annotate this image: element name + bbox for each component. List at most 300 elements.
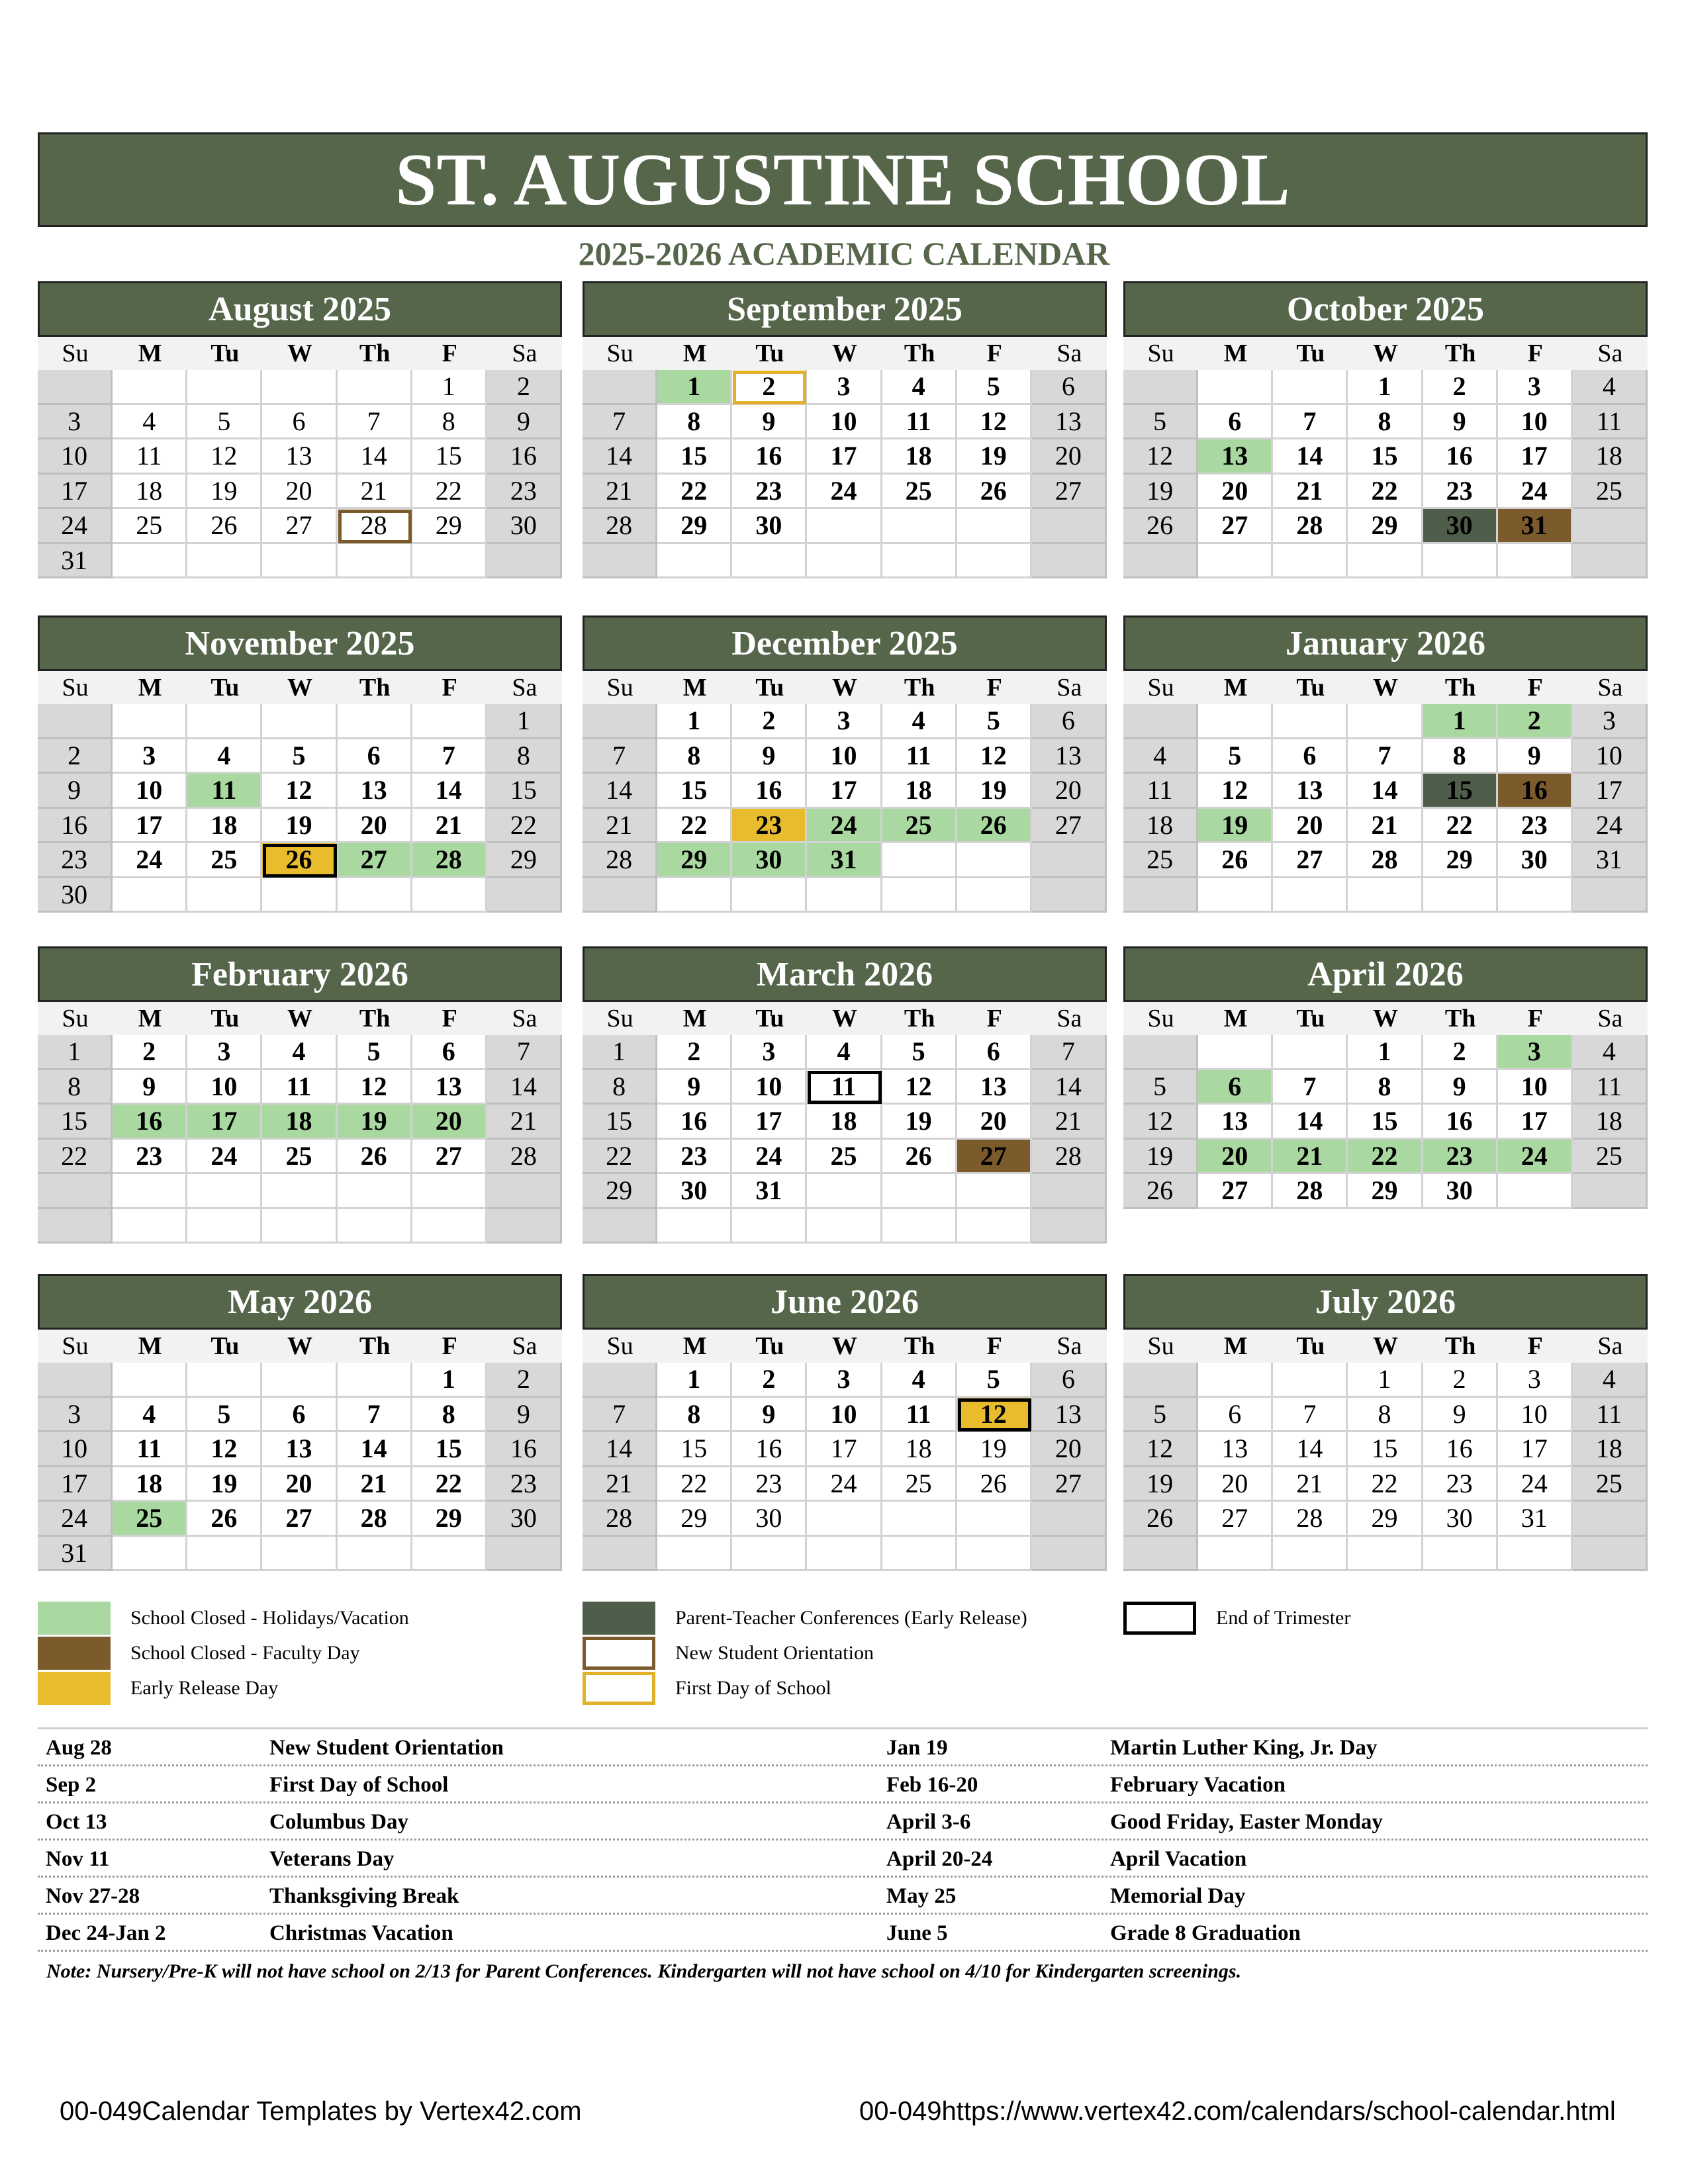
day-cell: 20 [957,1105,1032,1140]
day-cell: 3 [113,739,187,774]
day-cell: 8 [657,1398,732,1433]
empty-cell [1032,878,1107,913]
day-cell: 21 [1032,1105,1107,1140]
day-cell: 7 [1273,405,1348,440]
day-cell: 18 [882,439,957,475]
day-cell: 28 [1273,1502,1348,1537]
calendar-subtitle: 2025-2026 ACADEMIC CALENDAR [578,235,1110,272]
empty-cell [957,1174,1032,1209]
weekday-label: F [442,340,457,367]
day-cell: 13 [1198,1432,1273,1467]
day-cell: 28 [1273,509,1348,544]
event-name: First Day of School [269,1773,449,1797]
month-title: July 2026 [1123,1274,1648,1330]
day-cell: 3 [1498,370,1573,405]
day-cell: 23 [732,1467,807,1502]
day-cell: 26 [338,1140,412,1175]
day-cell: 31 [1573,843,1648,878]
empty-cell [113,1537,187,1572]
day-cell: 13 [262,1432,337,1467]
legend-item [38,1637,360,1670]
day-cell: 11 [262,1070,337,1105]
day-cell: 15 [1348,1432,1423,1467]
day-cell: 6 [1032,1363,1107,1398]
footer-left: 00-049Calendar Templates by Vertex42.com [60,2097,582,2126]
day-cell: 3 [807,1363,882,1398]
day-cell: 26 [1123,1502,1198,1537]
day-cell: 7 [1273,1398,1348,1433]
weekday-label: Th [904,1332,935,1360]
event-date: Sep 2 [46,1773,97,1797]
day-cell: 21 [338,475,412,510]
empty-cell [1348,544,1423,579]
day-cell: 9 [732,1398,807,1433]
month-title: December 2025 [583,615,1107,671]
day-cell: 28 [1348,843,1423,878]
day-cell: 12 [1123,439,1198,475]
day-cell: 30 [1423,1502,1498,1537]
day-cell: 18 [1123,809,1198,844]
day-cell: 13 [338,774,412,809]
day-cell: 5 [957,704,1032,739]
legend-label: New Student Orientation [675,1642,874,1664]
day-cell: 9 [1423,1070,1498,1105]
day-cell: 22 [38,1140,113,1175]
month-calendar [583,1274,1107,1571]
empty-cell [262,878,337,913]
day-cell: 13 [1032,1398,1107,1433]
weekday-label: M [1223,1332,1248,1360]
empty-cell [1348,878,1423,913]
day-cell: 5 [338,1035,412,1070]
day-cell: 16 [38,809,113,844]
weekday-label: F [986,1332,1002,1360]
empty-cell [1273,704,1348,739]
day-cell: 2 [1423,1363,1498,1398]
empty-cell [583,704,657,739]
day-cell: 6 [1198,1398,1273,1433]
day-cell: 4 [882,704,957,739]
day-cell: 21 [1273,1467,1348,1502]
weekday-label: Su [1147,674,1174,702]
day-cell: 11 [807,1070,882,1105]
day-cell: 21 [583,475,657,510]
legend-swatch [1123,1602,1196,1635]
day-cell: 13 [1198,439,1273,475]
weekday-label: Su [606,674,633,702]
day-cell: 30 [38,878,113,913]
empty-cell [583,1363,657,1398]
day-cell: 5 [187,1398,262,1433]
empty-cell [1032,1537,1107,1572]
day-cell: 27 [262,1502,337,1537]
weekday-label: Tu [755,1005,784,1032]
day-cell: 15 [487,774,562,809]
day-grid [1123,370,1648,578]
day-cell: 10 [113,774,187,809]
day-cell: 9 [1423,1398,1498,1433]
empty-cell [187,1363,262,1398]
day-cell: 31 [732,1174,807,1209]
day-cell: 8 [412,1398,487,1433]
empty-cell [262,370,337,405]
empty-cell [338,1537,412,1572]
weekday-label: Th [1444,1005,1476,1032]
day-cell: 16 [732,1432,807,1467]
weekday-label: Tu [1296,674,1325,702]
day-cell: 29 [657,843,732,878]
weekday-label: M [138,674,162,702]
legend-label: Early Release Day [130,1677,279,1699]
event-name: Christmas Vacation [269,1921,453,1945]
day-cell: 20 [412,1105,487,1140]
event-row [38,1766,1648,1803]
day-cell: 18 [113,475,187,510]
empty-cell [113,878,187,913]
legend-swatch [583,1637,655,1670]
day-cell: 25 [1573,1140,1648,1175]
day-cell: 12 [957,405,1032,440]
day-cell: 27 [1198,1502,1273,1537]
event-name: Memorial Day [1110,1884,1246,1908]
weekday-label: Su [62,674,89,702]
day-cell: 19 [1123,475,1198,510]
day-cell: 2 [732,704,807,739]
day-cell: 9 [38,774,113,809]
event-date: Dec 24-Jan 2 [46,1921,166,1945]
empty-cell [1198,878,1273,913]
legend-swatch [583,1672,655,1705]
day-cell: 10 [807,739,882,774]
weekday-label: F [1527,674,1543,702]
day-cell: 25 [113,1502,187,1537]
day-cell: 19 [187,1467,262,1502]
day-cell: 12 [187,439,262,475]
day-cell: 21 [1348,809,1423,844]
empty-cell [113,370,187,405]
empty-cell [262,544,337,579]
empty-cell [113,704,187,739]
day-cell: 3 [1498,1035,1573,1070]
day-cell: 27 [262,509,337,544]
event-name: Martin Luther King, Jr. Day [1110,1736,1378,1760]
day-cell: 7 [1273,1070,1348,1105]
day-cell: 23 [1423,475,1498,510]
day-cell: 5 [957,370,1032,405]
event-date: Nov 27-28 [46,1884,140,1908]
day-cell: 1 [657,704,732,739]
empty-cell [1273,1537,1348,1572]
empty-cell [1123,1537,1198,1572]
day-cell: 2 [1498,704,1573,739]
event-name: Good Friday, Easter Monday [1110,1810,1383,1834]
day-cell: 23 [732,475,807,510]
day-cell: 17 [1573,774,1648,809]
day-cell: 17 [732,1105,807,1140]
day-cell: 31 [1498,509,1573,544]
event-name: Veterans Day [269,1847,395,1871]
day-cell: 24 [1573,809,1648,844]
legend-label: End of Trimester [1216,1607,1351,1629]
empty-cell [412,544,487,579]
day-cell: 25 [882,475,957,510]
day-cell: 15 [657,1432,732,1467]
day-cell: 17 [38,475,113,510]
empty-cell [1498,1537,1573,1572]
empty-cell [882,1174,957,1209]
empty-cell [882,843,957,878]
weekday-label: Su [1147,340,1174,367]
empty-cell [657,1209,732,1244]
day-cell: 12 [338,1070,412,1105]
legend-item [1123,1602,1350,1635]
day-cell: 16 [1423,439,1498,475]
weekday-label: M [682,1332,707,1360]
event-name: February Vacation [1110,1773,1286,1797]
day-cell: 27 [1273,843,1348,878]
day-cell: 20 [338,809,412,844]
day-cell: 10 [1498,1070,1573,1105]
weekday-label: F [1527,1005,1543,1032]
weekday-label: F [986,340,1002,367]
day-cell: 28 [1273,1174,1348,1209]
legend-label: First Day of School [675,1677,831,1699]
day-cell: 2 [487,1363,562,1398]
day-cell: 25 [1573,475,1648,510]
day-cell: 11 [1573,405,1648,440]
empty-cell [338,878,412,913]
day-cell: 27 [1032,809,1107,844]
empty-cell [957,1209,1032,1244]
day-cell: 21 [487,1105,562,1140]
empty-cell [113,1209,187,1244]
empty-cell [262,1209,337,1244]
day-cell: 3 [38,405,113,440]
day-cell: 3 [187,1035,262,1070]
day-cell: 1 [487,704,562,739]
event-name: Thanksgiving Break [269,1884,459,1908]
empty-cell [1032,509,1107,544]
day-cell: 23 [1423,1467,1498,1502]
day-cell: 14 [1273,1105,1348,1140]
empty-cell [187,878,262,913]
day-cell: 24 [807,809,882,844]
empty-cell [957,1502,1032,1537]
day-cell: 2 [1423,1035,1498,1070]
empty-cell [38,1209,113,1244]
day-cell: 17 [807,1432,882,1467]
empty-cell [412,1174,487,1209]
day-cell: 11 [882,739,957,774]
day-cell: 29 [412,509,487,544]
day-cell: 29 [412,1502,487,1537]
day-cell: 14 [583,774,657,809]
weekday-label: W [287,674,312,702]
weekday-label: F [442,1332,457,1360]
day-cell: 17 [807,774,882,809]
day-cell: 14 [583,439,657,475]
empty-cell [1423,544,1498,579]
weekday-header [38,671,562,704]
day-cell: 14 [1273,1432,1348,1467]
day-cell: 13 [412,1070,487,1105]
day-cell: 20 [1198,1467,1273,1502]
empty-cell [338,704,412,739]
event-row [38,1878,1648,1915]
weekday-label: Tu [755,1332,784,1360]
day-cell: 6 [338,739,412,774]
empty-cell [1032,843,1107,878]
day-cell: 14 [583,1432,657,1467]
weekday-header [38,1330,562,1363]
weekday-label: Tu [1296,340,1325,367]
month-calendar [583,281,1107,578]
day-cell: 27 [957,1140,1032,1175]
day-cell: 24 [38,1502,113,1537]
month-calendar [1123,946,1648,1209]
day-cell: 8 [1348,405,1423,440]
empty-cell [412,1537,487,1572]
day-cell: 1 [1348,1363,1423,1398]
day-cell: 12 [957,739,1032,774]
weekday-label: Tu [211,340,240,367]
empty-cell [1573,1174,1648,1209]
empty-cell [338,544,412,579]
day-cell: 8 [412,405,487,440]
day-cell: 17 [38,1467,113,1502]
day-cell: 20 [262,1467,337,1502]
day-cell: 4 [113,405,187,440]
legend-item [583,1672,831,1705]
day-cell: 9 [1423,405,1498,440]
weekday-label: Th [359,1005,391,1032]
day-cell: 20 [1032,1432,1107,1467]
day-cell: 27 [412,1140,487,1175]
weekday-label: M [682,1005,707,1032]
day-cell: 11 [1123,774,1198,809]
event-row [38,1841,1648,1878]
empty-cell [1273,544,1348,579]
empty-cell [1498,1174,1573,1209]
empty-cell [657,1537,732,1572]
weekday-label: Th [1444,674,1476,702]
empty-cell [1573,878,1648,913]
empty-cell [583,1209,657,1244]
day-cell: 5 [187,405,262,440]
day-cell: 18 [1573,1432,1648,1467]
day-grid [1123,1035,1648,1209]
weekday-label: F [442,674,457,702]
empty-cell [187,704,262,739]
empty-cell [187,1209,262,1244]
day-cell: 17 [1498,1105,1573,1140]
day-cell: 20 [1032,439,1107,475]
day-cell: 28 [1032,1140,1107,1175]
day-cell: 4 [187,739,262,774]
day-grid [38,1363,562,1571]
day-cell: 1 [657,1363,732,1398]
day-cell: 2 [1423,370,1498,405]
weekday-label: W [831,1332,857,1360]
day-grid [583,1363,1107,1571]
empty-cell [113,1174,187,1209]
day-cell: 10 [1573,739,1648,774]
day-cell: 18 [1573,439,1648,475]
weekday-label: M [682,340,707,367]
day-cell: 30 [732,509,807,544]
weekday-label: Th [1444,340,1476,367]
weekday-label: F [986,674,1002,702]
day-cell: 4 [882,370,957,405]
day-cell: 24 [807,475,882,510]
day-grid [1123,704,1648,913]
day-cell: 9 [657,1070,732,1105]
empty-cell [187,1537,262,1572]
day-cell: 22 [1348,475,1423,510]
day-cell: 16 [113,1105,187,1140]
day-cell: 13 [1032,739,1107,774]
legend-item [38,1672,278,1705]
event-date: Oct 13 [46,1810,107,1834]
empty-cell [487,878,562,913]
weekday-header [583,1002,1107,1035]
empty-cell [1198,1363,1273,1398]
empty-cell [583,370,657,405]
day-cell: 19 [957,439,1032,475]
weekday-label: Sa [1056,340,1082,367]
day-cell: 10 [807,405,882,440]
empty-cell [882,509,957,544]
empty-cell [487,1537,562,1572]
legend-swatch [583,1602,655,1635]
event-date: April 3-6 [886,1810,971,1834]
empty-cell [882,1209,957,1244]
day-cell: 22 [1423,809,1498,844]
event-row [38,1803,1648,1841]
event-date: May 25 [886,1884,957,1908]
day-cell: 28 [487,1140,562,1175]
empty-cell [187,1174,262,1209]
day-cell: 14 [1273,439,1348,475]
day-cell: 21 [583,809,657,844]
empty-cell [338,1174,412,1209]
day-cell: 5 [1123,405,1198,440]
weekday-label: Tu [211,1332,240,1360]
weekday-label: Su [62,1005,89,1032]
day-cell: 23 [1498,809,1573,844]
day-cell: 24 [807,1467,882,1502]
day-cell: 30 [487,509,562,544]
day-grid [38,704,562,913]
day-cell: 2 [732,370,807,405]
day-cell: 22 [412,475,487,510]
day-cell: 8 [657,739,732,774]
day-cell: 7 [338,1398,412,1433]
day-cell: 23 [732,809,807,844]
weekday-label: Tu [211,674,240,702]
empty-cell [1198,704,1273,739]
day-cell: 15 [583,1105,657,1140]
weekday-label: Su [62,340,89,367]
day-cell: 6 [1032,370,1107,405]
day-cell: 1 [1348,370,1423,405]
day-cell: 11 [1573,1070,1648,1105]
empty-cell [187,370,262,405]
day-cell: 28 [583,1502,657,1537]
weekday-label: W [831,674,857,702]
empty-cell [1273,878,1348,913]
weekday-label: Th [359,674,391,702]
